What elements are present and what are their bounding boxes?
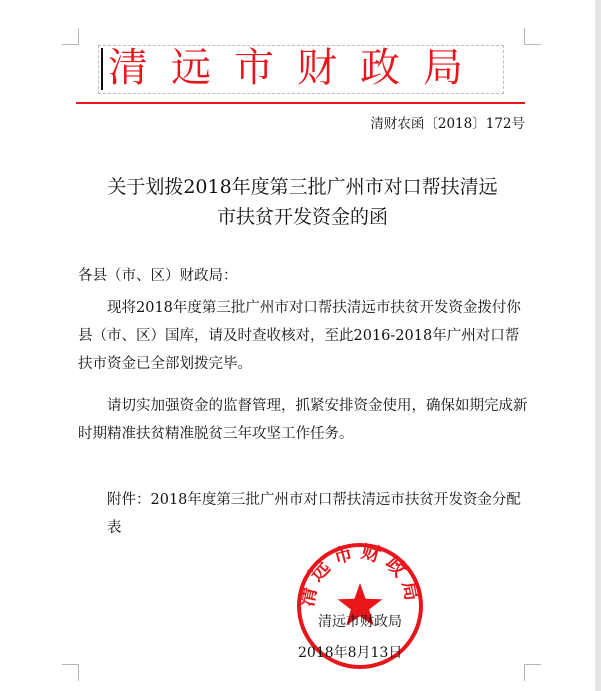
text-cursor [101, 48, 103, 90]
attachment-note: 附件：2018年度第三批广州市对口帮扶清远市扶贫开发资金分配表 [107, 492, 521, 536]
signature-date: 2018年8月13日 [298, 645, 403, 661]
crop-mark-bottom-right [524, 664, 541, 681]
red-header-rule [76, 102, 525, 104]
crop-mark-bottom-left [62, 664, 79, 681]
title-line-2: 市扶贫开发资金的函 [216, 206, 388, 228]
paragraph-1: 现将2018年度第三批广州市对口帮扶清远市扶贫开发资金拨付你县（市、区）国库，请及时查收核对，至此2016-2018年广州对口帮扶市资金已全部划拨完毕。 [78, 300, 521, 372]
crop-mark-top-right [524, 28, 541, 45]
title-line-1: 关于划拨2018年度第三批广州市对口帮扶清远 [107, 176, 498, 198]
document-title [70, 172, 535, 232]
agency-header: 清远市财政局 [108, 45, 486, 91]
document-number: 清财农函〔2018〕172号 [370, 116, 525, 132]
signer-name: 清远市财政局 [318, 614, 402, 630]
page-edge [595, 0, 601, 691]
paragraph-2: 请切实加强资金的监督管理，抓紧安排资金使用，确保如期完成新时期精准扶贫精准脱贫三年攻坚工作任务。 [78, 398, 528, 442]
seal-text: 清远市财政局 [295, 540, 425, 609]
salutation: 各县（市、区）财政局： [78, 268, 238, 284]
crop-mark-top-left [62, 28, 79, 45]
